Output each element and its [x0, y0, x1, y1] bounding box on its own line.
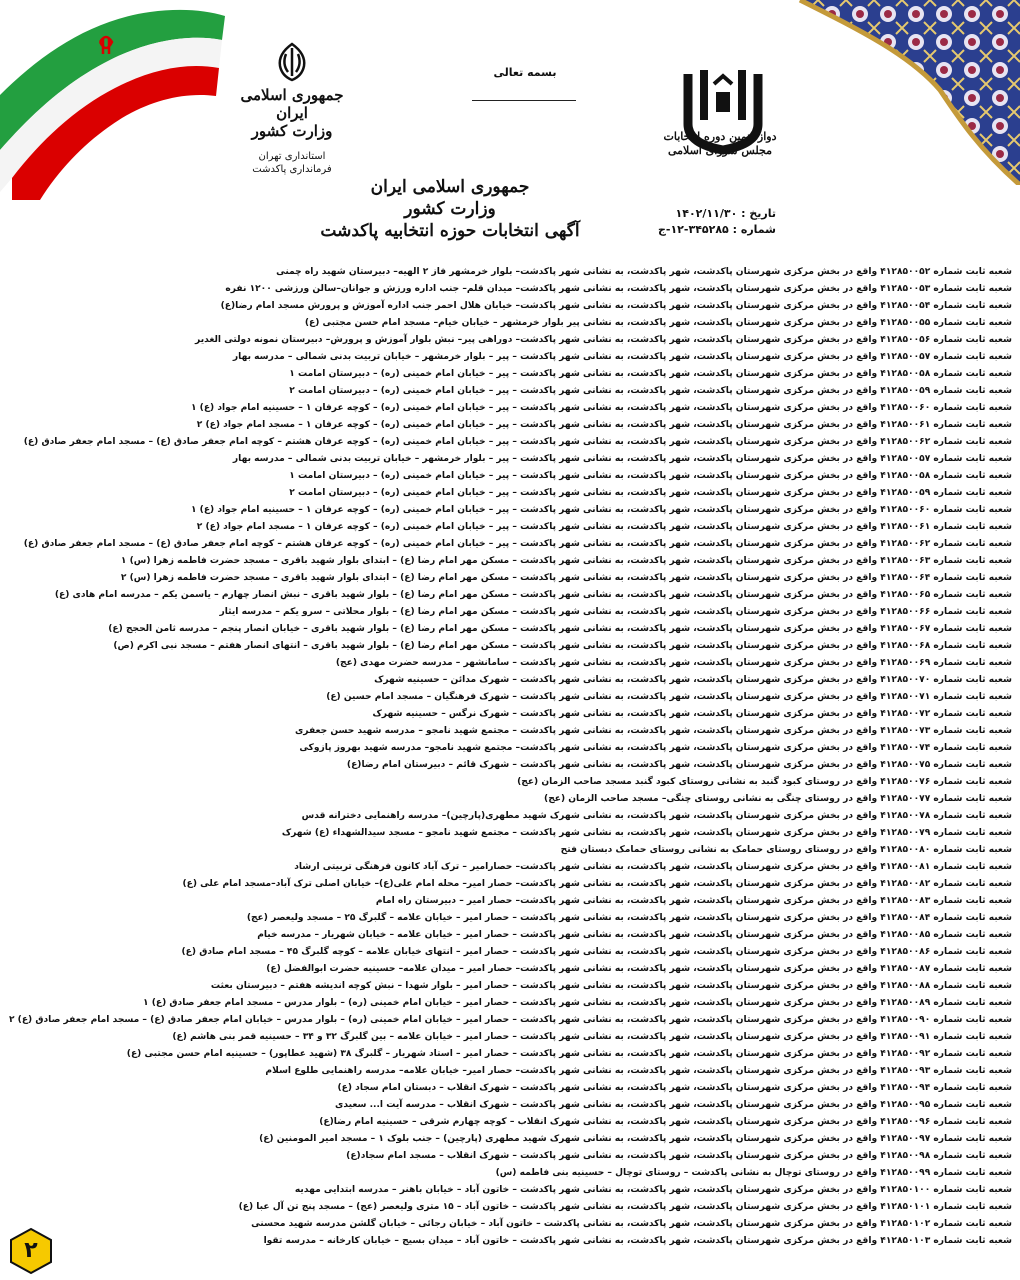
emblem-sub1: استانداری تهران — [258, 151, 326, 162]
station-row: شعبه ثابت شماره ۴۱۲۸۵۰۰۶۸ واقع در بخش مرکزی شهرستان پاکدشت، شهر پاکدشت، به نشانی شهر پاکدشت – مسکن مهر امام رضا (ع) – بلوار شهید باقری – انتهای انصار هفتم – مسجد نبی اکرم (ص) — [113, 641, 1012, 651]
notice-number: شماره : ۳۴۵۲۸۵-۱۲-ج — [657, 223, 776, 236]
station-row: شعبه ثابت شماره ۴۱۲۸۵۰۰۸۲ واقع در بخش مرکزی شهرستان پاکدشت، شهر پاکدشت، به نشانی شهر پاکدشت– حصار امیر– محله امام علی(ع)– خیابان اصلی ترک آباد–مسجد امام علی (ع) — [182, 879, 1012, 889]
station-row: شعبه ثابت شماره ۴۱۲۸۵۰۰۹۵ واقع در بخش مرکزی شهرستان پاکدشت، شهر پاکدشت، به نشانی شهر پاکدشت – شهرک انقلاب – مدرسه آیت ا... سعیدی — [335, 1100, 1012, 1110]
station-row: شعبه ثابت شماره ۴۱۲۸۵۰۰۸۶ واقع در بخش مرکزی شهرستان پاکدشت، شهر پاکدشت، به نشانی شهر پاکدشت – حصار امیر – انتهای خیابان علامه – کوچه گلبرگ ۴۵ – مسجد امام صادق (ع) — [181, 947, 1012, 957]
station-row: شعبه ثابت شماره ۴۱۲۸۵۰۱۰۳ واقع در بخش مرکزی شهرستان پاکدشت، شهر پاکدشت، به نشانی شهر پاکدشت – خاتون آباد – میدان بسیج – خیابان کارخانه – مدرسه تقوا — [263, 1236, 1012, 1246]
station-row: شعبه ثابت شماره ۴۱۲۸۵۰۰۵۸ واقع در بخش مرکزی شهرستان پاکدشت، شهر پاکدشت، به نشانی شهر پاکدشت – پیر – خیابان امام خمینی (ره) – دبیرستان امامت ۱ — [289, 369, 1012, 379]
station-row: شعبه ثابت شماره ۴۱۲۸۵۰۰۶۹ واقع در بخش مرکزی شهرستان پاکدشت، شهر پاکدشت، به نشانی شهر پاکدشت – سامانشهر – مدرسه حضرت مهدی (عج) — [335, 658, 1012, 668]
emblem-line2: وزارت کشور — [251, 122, 333, 140]
notice-date: تاریخ : ۱۴۰۲/۱۱/۳۰ — [675, 207, 776, 220]
station-row: شعبه ثابت شماره ۴۱۲۸۵۰۰۵۷ واقع در بخش مرکزی شهرستان پاکدشت، شهر پاکدشت، به نشانی شهر پاکدشت – پیر – بلوار خرمشهر – خیابان تربیت بدنی شمالی – مدرسه بهار — [232, 454, 1012, 464]
station-row: شعبه ثابت شماره ۴۱۲۸۵۰۰۸۱ واقع در بخش مرکزی شهرستان پاکدشت، شهر پاکدشت، به نشانی شهر پاکدشت– حصارامیر – ترک آباد کانون فرهنگی تربیتی ارشاد — [294, 862, 1012, 872]
emblem-sub2: فرمانداری پاکدشت — [252, 164, 332, 175]
station-row: شعبه ثابت شماره ۴۱۲۸۵۰۰۹۲ واقع در بخش مرکزی شهرستان پاکدشت، شهر پاکدشت، به نشانی شهر پاکدشت – حصار امیر – استاد شهریار – گلبرگ ۳۸ (شهید عطاپور) – حسینیه امام حسن مجتبی (ع) — [126, 1049, 1012, 1059]
station-row: شعبه ثابت شماره ۴۱۲۸۵۰۰۶۱ واقع در بخش مرکزی شهرستان پاکدشت، شهر پاکدشت، به نشانی شهر پاکدشت – پیر – خیابان امام خمینی (ره) – کوچه عرفان ۱ – مسجد امام جواد (ع) ۲ — [196, 420, 1012, 430]
station-row: شعبه ثابت شماره ۴۱۲۸۵۰۰۶۶ واقع در بخش مرکزی شهرستان پاکدشت، شهر پاکدشت، به نشانی شهر پاکدشت – مسکن مهر امام رضا (ع) – بلوار محلاتی – سرو یکم – مدرسه ایثار — [219, 607, 1012, 617]
station-row: شعبه ثابت شماره ۴۱۲۸۵۰۰۸۳ واقع در بخش مرکزی شهرستان پاکدشت، شهر پاکدشت، به نشانی شهر پاکدشت– حصار امیر – دبیرستان راه امام — [375, 896, 1012, 906]
station-row: شعبه ثابت شماره ۴۱۲۸۵۰۰۸۷ واقع در بخش مرکزی شهرستان پاکدشت، شهر پاکدشت، به نشانی شهر پاکدشت– حصار امیر – میدان علامه– حسینیه حضرت ابوالفضل (ع) — [266, 964, 1012, 974]
station-row: شعبه ثابت شماره ۴۱۲۸۵۰۰۷۱ واقع در بخش مرکزی شهرستان پاکدشت، شهر پاکدشت، به نشانی شهر پاکدشت – شهرک فرهنگیان – مسجد امام حسین (ع) — [326, 692, 1012, 702]
station-row: شعبه ثابت شماره ۴۱۲۸۵۰۰۵۳ واقع در بخش مرکزی شهرستان پاکدشت، شهر پاکدشت، به نشانی شهر پاکدشت– میدان قلم– جنب اداره ورزش و جوانان–سالن ورزشی ۱۲۰۰ نفره — [225, 284, 1012, 294]
station-row: شعبه ثابت شماره ۴۱۲۸۵۰۰۷۵ واقع در بخش مرکزی شهرستان پاکدشت، شهر پاکدشت، به نشانی شهر پاکدشت – شهرک قائم – دبیرستان امام رضا(ع) — [346, 760, 1012, 770]
title-notice: آگهی انتخابات حوزه انتخابیه پاکدشت — [320, 221, 580, 241]
station-row: شعبه ثابت شماره ۴۱۲۸۵۰۰۷۲ واقع در بخش مرکزی شهرستان پاکدشت، شهر پاکدشت، به نشانی شهر پاکدشت – شهرک نرگس – حسینیه شهرک — [372, 709, 1012, 719]
station-row: شعبه ثابت شماره ۴۱۲۸۵۰۱۰۱ واقع در بخش مرکزی شهرستان پاکدشت، شهر پاکدشت، به نشانی شهر پاکدشت – خاتون آباد – ۱۵ متری ولیعصر (عج) – مسجد پنج تن آل عبا (ع) — [238, 1202, 1012, 1212]
station-row: شعبه ثابت شماره ۴۱۲۸۵۰۰۵۸ واقع در بخش مرکزی شهرستان پاکدشت، شهر پاکدشت، به نشانی شهر پاکدشت – پیر – خیابان امام خمینی (ره) – دبیرستان امامت ۱ — [289, 471, 1012, 481]
station-row: شعبه ثابت شماره ۴۱۲۸۵۰۰۸۹ واقع در بخش مرکزی شهرستان پاکدشت، شهر پاکدشت، به نشانی شهر پاکدشت – حصار امیر – خیابان امام خمینی (ره) – بلوار مدرس – مسجد امام جعفر صادق (ع) ۱ — [142, 998, 1012, 1008]
station-row: شعبه ثابت شماره ۴۱۲۸۵۰۰۷۸ واقع در بخش مرکزی شهرستان پاکدشت، شهر پاکدشت، به نشانی شهرک شهید مطهری(پارچین)– مدرسه راهنمایی دخترانه قدس — [301, 811, 1012, 821]
station-row: شعبه ثابت شماره ۴۱۲۸۵۰۰۸۰ واقع در روستای روستای حمامک به نشانی روستای حمامک دبستان فتح — [560, 845, 1012, 855]
station-row: شعبه ثابت شماره ۴۱۲۸۵۰۰۶۰ واقع در بخش مرکزی شهرستان پاکدشت، شهر پاکدشت، به نشانی شهر پاکدشت – پیر – خیابان امام خمینی (ره) – کوچه عرفان ۱ – حسینیه امام جواد (ع) ۱ — [190, 403, 1012, 413]
station-row: شعبه ثابت شماره ۴۱۲۸۵۰۰۶۰ واقع در بخش مرکزی شهرستان پاکدشت، شهر پاکدشت، به نشانی شهر پاکدشت – پیر – خیابان امام خمینی (ره) – کوچه عرفان ۱ – حسینیه امام جواد (ع) ۱ — [190, 505, 1012, 515]
station-row: شعبه ثابت شماره ۴۱۲۸۵۰۰۶۵ واقع در بخش مرکزی شهرستان پاکدشت، شهر پاکدشت، به نشانی شهر پاکدشت – مسکن مهر امام رضا (ع) – بلوار شهید باقری – نبش انصار چهارم – یاسمن یکم – مدرسه امام هادی (ع) — [54, 590, 1012, 600]
notice-titles — [300, 176, 600, 242]
station-row: شعبه ثابت شماره ۴۱۲۸۵۰۰۶۷ واقع در بخش مرکزی شهرستان پاکدشت، شهر پاکدشت، به نشانی شهر پاکدشت – مسکن مهر امام رضا (ع) – بلوار شهید باقری – خیابان انصار پنجم – مدرسه ثامن الحجج (ع) — [108, 624, 1012, 634]
station-row: شعبه ثابت شماره ۴۱۲۸۵۰۰۵۴ واقع در بخش مرکزی شهرستان پاکدشت، شهر پاکدشت، به نشانی شهر پاکدشت– خیابان هلال احمر جنب اداره آموزش و پرورش مسجد امام رضا(ع) — [220, 301, 1012, 311]
station-row: شعبه ثابت شماره ۴۱۲۸۵۰۰۷۷ واقع در روستای چنگی به نشانی روستای چنگی– مسجد صاحب الزمان (عج) — [544, 794, 1012, 804]
station-row: شعبه ثابت شماره ۴۱۲۸۵۰۰۵۵ واقع در بخش مرکزی شهرستان پاکدشت، شهر پاکدشت، به نشانی پیر بلوار خرمشهر – خیابان خیام– مسجد امام حسن مجتبی (ع) — [304, 318, 1012, 328]
station-row: شعبه ثابت شماره ۴۱۲۸۵۰۰۹۶ واقع در بخش مرکزی شهرستان پاکدشت، شهر پاکدشت، به نشانی شهرک انقلاب – کوچه چهارم شرقی – حسینیه امام رضا(ع) — [319, 1117, 1012, 1127]
basmala-underline — [472, 100, 576, 101]
title-ministry: وزارت کشور — [404, 199, 496, 219]
station-row: شعبه ثابت شماره ۴۱۲۸۵۰۰۹۰ واقع در بخش مرکزی شهرستان پاکدشت، شهر پاکدشت، به نشانی شهر پاکدشت – حصار امیر – خیابان امام خمینی (ره) – بلوار مدرس – خیابان امام جعفر صادق (ع) – مسجد امام جعفر صادق (ع) ۲ — [8, 1015, 1012, 1025]
emblem-line1: جمهوری اسلامی ایران — [240, 86, 344, 122]
station-row: شعبه ثابت شماره ۴۱۲۸۵۰۰۹۴ واقع در بخش مرکزی شهرستان پاکدشت، شهر پاکدشت، به نشانی شهر پاکدشت – شهرک انقلاب – دبستان امام سجاد (ع) — [337, 1083, 1012, 1093]
election-caption-line2: مجلس شورای اسلامی — [667, 144, 773, 157]
station-row: شعبه ثابت شماره ۴۱۲۸۵۰۰۷۰ واقع در بخش مرکزی شهرستان پاکدشت، شهر پاکدشت، به نشانی شهر پاکدشت – شهرک مدائن – حسینیه شهرک — [374, 675, 1012, 685]
station-row: شعبه ثابت شماره ۴۱۲۸۵۰۰۵۹ واقع در بخش مرکزی شهرستان پاکدشت، شهر پاکدشت، به نشانی شهر پاکدشت – پیر – خیابان امام خمینی (ره) – دبیرستان امامت ۲ — [289, 488, 1012, 498]
station-row: شعبه ثابت شماره ۴۱۲۸۵۰۰۷۶ واقع در روستای کبود گنبد به نشانی روستای کبود گنبد مسجد صاحب الزمان (عج) — [517, 777, 1012, 787]
station-row: شعبه ثابت شماره ۴۱۲۸۵۰۱۰۰ واقع در بخش مرکزی شهرستان پاکدشت، شهر پاکدشت، به نشانی شهر پاکدشت – خاتون آباد – خیابان باهنر – مدرسه ابتدایی مهدیه — [294, 1185, 1012, 1195]
ornament-pattern — [790, 0, 1020, 185]
station-row: شعبه ثابت شماره ۴۱۲۸۵۰۰۹۳ واقع در بخش مرکزی شهرستان پاکدشت، شهر پاکدشت، به نشانی شهر پاکدشت– حصار امیر– خیابان علامه– مدرسه راهنمایی طلوع اسلام — [265, 1066, 1012, 1076]
station-row: شعبه ثابت شماره ۴۱۲۸۵۰۰۷۹ واقع در بخش مرکزی شهرستان پاکدشت، شهر پاکدشت، به نشانی شهر پاکدشت – مجتمع شهید نامجو – مسجد سیدالشهداء (ع) شهرک — [281, 828, 1012, 838]
station-row: شعبه ثابت شماره ۴۱۲۸۵۰۰۷۴ واقع در بخش مرکزی شهرستان پاکدشت، شهر پاکدشت، به نشانی شهر پاکدشت– مجتمع شهید نامجو– مدرسه شهید بهروز پازوکی — [299, 743, 1012, 753]
station-row: شعبه ثابت شماره ۴۱۲۸۵۰۰۶۲ واقع در بخش مرکزی شهرستان پاکدشت، شهر پاکدشت، به نشانی شهر پاکدشت – پیر – خیابان امام خمینی (ره) – کوچه عرفان هشتم – کوچه امام جعفر صادق (ع) – مسجد امام جعفر صادق (ع) — [23, 437, 1012, 447]
election-caption-line1: دوازدهمین دوره انتخابات — [663, 130, 777, 143]
station-row: شعبه ثابت شماره ۴۱۲۸۵۰۰۹۹ واقع در روستای توچال به نشانی پاکدشت – روستای توچال – حسینیه بنی فاطمه (س) — [495, 1168, 1012, 1178]
station-row: شعبه ثابت شماره ۴۱۲۸۵۰۰۵۲ واقع در بخش مرکزی شهرستان پاکدشت، شهر پاکدشت، به نشانی شهر پاکدشت– بلوار خرمشهر فاز ۲ الهیه– دبیرستان شهید راه چمنی — [276, 267, 1012, 277]
page-number: ۲ — [24, 1238, 38, 1263]
iran-emblem-icon — [269, 40, 315, 82]
station-row: شعبه ثابت شماره ۴۱۲۸۵۰۰۸۸ واقع در بخش مرکزی شهرستان پاکدشت، شهر پاکدشت، به نشانی شهر پاکدشت – حصار امیر – بلوار شهدا – نبش کوچه اندیشه هفتم – دبیرستان بعثت — [210, 981, 1012, 991]
station-row: شعبه ثابت شماره ۴۱۲۸۵۰۰۶۱ واقع در بخش مرکزی شهرستان پاکدشت، شهر پاکدشت، به نشانی شهر پاکدشت – پیر – خیابان امام خمینی (ره) – کوچه عرفان ۱ – مسجد امام جواد (ع) ۲ — [196, 522, 1012, 532]
iran-flag-ribbon — [0, 0, 230, 200]
station-row: شعبه ثابت شماره ۴۱۲۸۵۰۰۹۱ واقع در بخش مرکزی شهرستان پاکدشت، شهر پاکدشت، به نشانی شهر پاکدشت – حصار امیر – خیابان علامه – بین گلبرگ ۳۲ و ۳۴ – حسینیه قمر بنی هاشم (ع) — [172, 1032, 1012, 1042]
polling-station-list — [8, 264, 1012, 1250]
station-row: شعبه ثابت شماره ۴۱۲۸۵۰۰۵۷ واقع در بخش مرکزی شهرستان پاکدشت، شهر پاکدشت، به نشانی شهر پاکدشت – پیر – بلوار خرمشهر – خیابان تربیت بدنی شمالی – مدرسه بهار — [232, 352, 1012, 362]
station-row: شعبه ثابت شماره ۴۱۲۸۵۰۰۵۹ واقع در بخش مرکزی شهرستان پاکدشت، شهر پاکدشت، به نشانی شهر پاکدشت – پیر – خیابان امام خمینی (ره) – دبیرستان امامت ۲ — [289, 386, 1012, 396]
station-row: شعبه ثابت شماره ۴۱۲۸۵۰۰۹۸ واقع در بخش مرکزی شهرستان پاکدشت، شهر پاکدشت، به نشانی شهر پاکدشت – شهرک انقلاب – مسجد امام سجاد(ع) — [346, 1151, 1012, 1161]
title-republic: جمهوری اسلامی ایران — [370, 177, 530, 197]
ministry-emblem-block — [232, 40, 352, 176]
notice-meta — [656, 206, 776, 238]
station-row: شعبه ثابت شماره ۴۱۲۸۵۰۰۶۴ واقع در بخش مرکزی شهرستان پاکدشت، شهر پاکدشت، به نشانی شهر پاکدشت – مسکن مهر امام رضا (ع) – ابتدای بلوار شهید باقری – مسجد حضرت فاطمه زهرا (س) ۲ — [120, 573, 1012, 583]
station-row: شعبه ثابت شماره ۴۱۲۸۵۰۰۹۷ واقع در بخش مرکزی شهرستان پاکدشت، شهر پاکدشت، به نشانی شهرک شهید مطهری (پارچین) – جنب بلوک ۱ – مسجد امیر المومنین (ع) — [259, 1134, 1012, 1144]
station-row: شعبه ثابت شماره ۴۱۲۸۵۰۰۶۳ واقع در بخش مرکزی شهرستان پاکدشت، شهر پاکدشت، به نشانی شهر پاکدشت – مسکن مهر امام رضا (ع) – ابتدای بلوار شهید باقری – مسجد حضرت فاطمه زهرا (س) ۱ — [120, 556, 1012, 566]
station-row: شعبه ثابت شماره ۴۱۲۸۵۰۱۰۲ واقع در بخش مرکزی شهرستان پاکدشت، شهر پاکدشت، به نشانی پاکدشت – خاتون آباد – خیابان رجائی – خیابان گلشن مدرسه شهید محسنی — [251, 1219, 1012, 1229]
station-row: شعبه ثابت شماره ۴۱۲۸۵۰۰۵۶ واقع در بخش مرکزی شهرستان پاکدشت، شهر پاکدشت، به نشانی شهر پاکدشت– دوراهی پیر– نبش بلوار آموزش و پرورش– دبیرستان نمونه دولتی الغدیر — [195, 335, 1012, 345]
station-row: شعبه ثابت شماره ۴۱۲۸۵۰۰۷۳ واقع در بخش مرکزی شهرستان پاکدشت، شهر پاکدشت، به نشانی شهر پاکدشت – مجتمع شهید نامجو – مدرسه شهید حسن جعفری — [294, 726, 1012, 736]
station-row: شعبه ثابت شماره ۴۱۲۸۵۰۰۶۲ واقع در بخش مرکزی شهرستان پاکدشت، شهر پاکدشت، به نشانی شهر پاکدشت – پیر – خیابان امام خمینی (ره) – کوچه عرفان هشتم – کوچه امام جعفر صادق (ع) – مسجد امام جعفر صادق (ع) — [23, 539, 1012, 549]
station-row: شعبه ثابت شماره ۴۱۲۸۵۰۰۸۵ واقع در بخش مرکزی شهرستان پاکدشت، شهر پاکدشت، به نشانی شهر پاکدشت – حصار امیر – خیابان علامه – خیابان شهریار – مدرسه خیام — [257, 930, 1012, 940]
election-caption — [660, 130, 780, 158]
station-row: شعبه ثابت شماره ۴۱۲۸۵۰۰۸۴ واقع در بخش مرکزی شهرستان پاکدشت، شهر پاکدشت، به نشانی شهر پاکدشت – حصار امیر – خیابان علامه – گلبرگ ۲۵ – مسجد ولیعصر (عج) — [246, 913, 1012, 923]
basmala: بسمه تعالی — [493, 66, 557, 79]
